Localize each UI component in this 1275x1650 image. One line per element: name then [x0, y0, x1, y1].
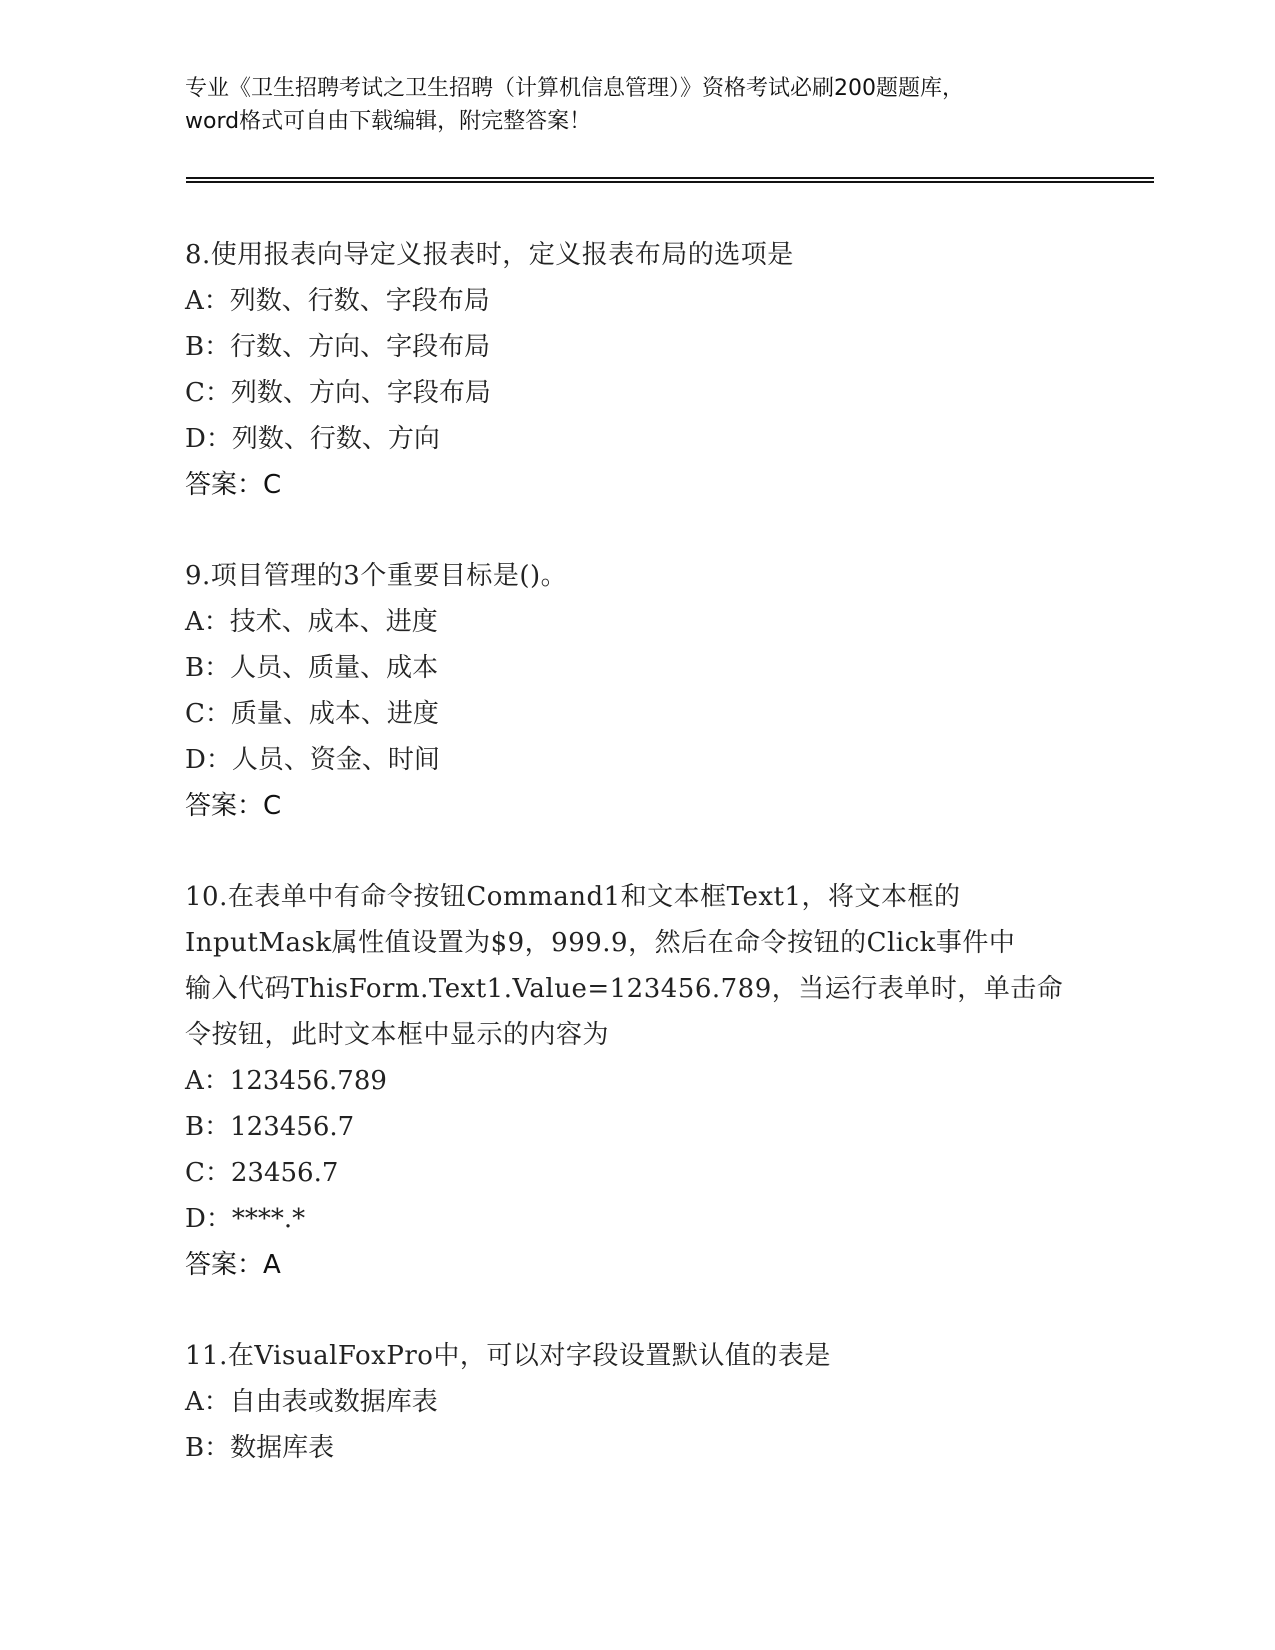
question-stem [185, 553, 1085, 599]
option-a: A：123456.789 [185, 1066, 387, 1096]
option-c: C：列数、方向、字段布局 [185, 378, 491, 408]
answer-label: 答案：C [185, 470, 282, 500]
option-a: A：自由表或数据库表 [185, 1387, 438, 1417]
option-b: B：人员、质量、成本 [185, 653, 439, 683]
question-stem [185, 1333, 1085, 1379]
option-c: C：质量、成本、进度 [185, 699, 439, 729]
header-line-2: word格式可自由下载编辑，附完整答案！ [185, 109, 592, 134]
question-8 [185, 232, 1085, 508]
stem-line: InputMask属性值设置为$9，999.9，然后在命令按钮的Click事件中 [185, 928, 1016, 958]
header-line-1: 专业《卫生招聘考试之卫生招聘（计算机信息管理）》资格考试必刷200题题库， [185, 76, 964, 101]
answer-label: 答案：C [185, 791, 282, 821]
question-stem [185, 232, 1085, 278]
option-a: A：技术、成本、进度 [185, 607, 438, 637]
option-c: C：23456.7 [185, 1158, 339, 1188]
question-9 [185, 553, 1085, 829]
question-10 [185, 874, 1085, 1288]
stem-line: 令按钮，此时文本框中显示的内容为 [185, 1020, 610, 1050]
stem-line: 9.项目管理的3个重要目标是()。 [185, 561, 568, 591]
option-b: B：行数、方向、字段布局 [185, 332, 491, 362]
option-d: D：人员、资金、时间 [185, 745, 440, 775]
question-list [185, 232, 1085, 1516]
question-11 [185, 1333, 1085, 1471]
option-d: D：列数、行数、方向 [185, 424, 440, 454]
stem-line: 10.在表单中有命令按钮Command1和文本框Text1，将文本框的 [185, 882, 961, 912]
stem-line: 8.使用报表向导定义报表时，定义报表布局的选项是 [185, 240, 794, 270]
stem-line: 11.在VisualFoxPro中，可以对字段设置默认值的表是 [185, 1341, 831, 1371]
question-stem [185, 874, 1085, 1058]
answer-label: 答案：A [185, 1250, 281, 1280]
stem-line: 输入代码ThisForm.Text1.Value=123456.789，当运行表单时，单击命 [185, 974, 1064, 1004]
document-header [185, 72, 1085, 138]
option-b: B：123456.7 [185, 1112, 355, 1142]
option-d: D：****.* [185, 1204, 306, 1234]
header-divider [186, 177, 1154, 185]
option-a: A：列数、行数、字段布局 [185, 286, 490, 316]
option-b: B：数据库表 [185, 1433, 335, 1463]
